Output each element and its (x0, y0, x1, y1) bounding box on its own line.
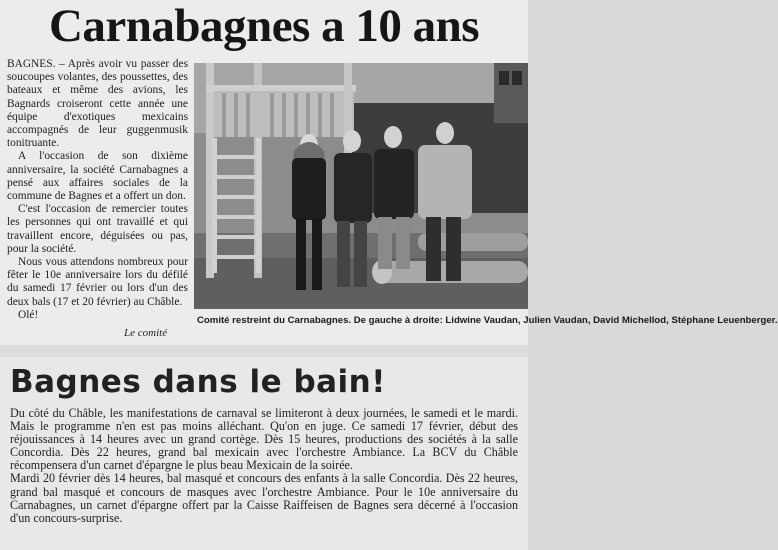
paragraph: A l'occasion de son dixième anniversaire, la société Carnabagnes a pensé aux affaires sociales de la commune de Bagnes et a offert un don. (7, 150, 188, 203)
article-body (7, 58, 188, 340)
paragraph: Olé! (18, 308, 39, 321)
page-gap (0, 345, 528, 357)
paragraph: C'est l'occasion de remercier toutes les personnes qui ont travaillé et qui travaillent encore, déguisées ou pas, pour la société. (7, 203, 188, 255)
paragraph: BAGNES. – Après avoir vu passer des soucoupes volantes, des poussettes, des bateaux et même des avions, les Bagnards croiseront cette année une équipe d'exotiques mexicains accompagnés de leur guggenmusik tonitruante. (7, 58, 188, 150)
paragraph: Mardi 20 février dès 14 heures, bal masqué et concours des enfants à la salle Concordia. Dès 22 heures, grand bal masqué et concours de masques avec l'orchestre Ambiance. Pour le 10e anniversaire du Carnabagnes, un carnet d'épargne offert par la Caisse Raiffeisen de Bagnes sera décerné à l'occasion d'un concours-surprise. (10, 471, 518, 525)
paragraph: Nous vous attendons nombreux pour fêter le 10e anniversaire lors du défilé du samedi 17 février ou lors d'un des deux bals (17 et 20 février) au Châble. (7, 256, 188, 308)
headline-bagnes-bain: Bagnes dans le bain! (10, 364, 386, 400)
signature: Le comité (124, 327, 168, 339)
article-bagnes-bain (0, 357, 528, 550)
paragraph: Du côté du Châble, les manifestations de carnaval se limiteront à deux journées, le samedi et le mardi. Mais le programme n'en est pas moins alléchant. Qu'on en juge. Ce samedi 17 février, début des réjouissances à 14 heures avec un grand cortège. Dès 15 heures, productions des sociétés à la salle Concordia. Dès 22 heures, grand bal mexicain avec l'orchestre Ambiance. La BCV du Châble récompensera d'un carnet d'épargne le plus beau Mexicain de la soirée. (10, 406, 518, 473)
group-photo (194, 63, 528, 309)
article-body (10, 407, 518, 525)
headline-carnabagnes: Carnabagnes a 10 ans (48, 0, 480, 52)
photo-caption: Comité restreint du Carnabagnes. De gauche à droite: Lidwine Vaudan, Julien Vaudan, David Michellod, Stéphane Leuenberger. (197, 315, 778, 326)
